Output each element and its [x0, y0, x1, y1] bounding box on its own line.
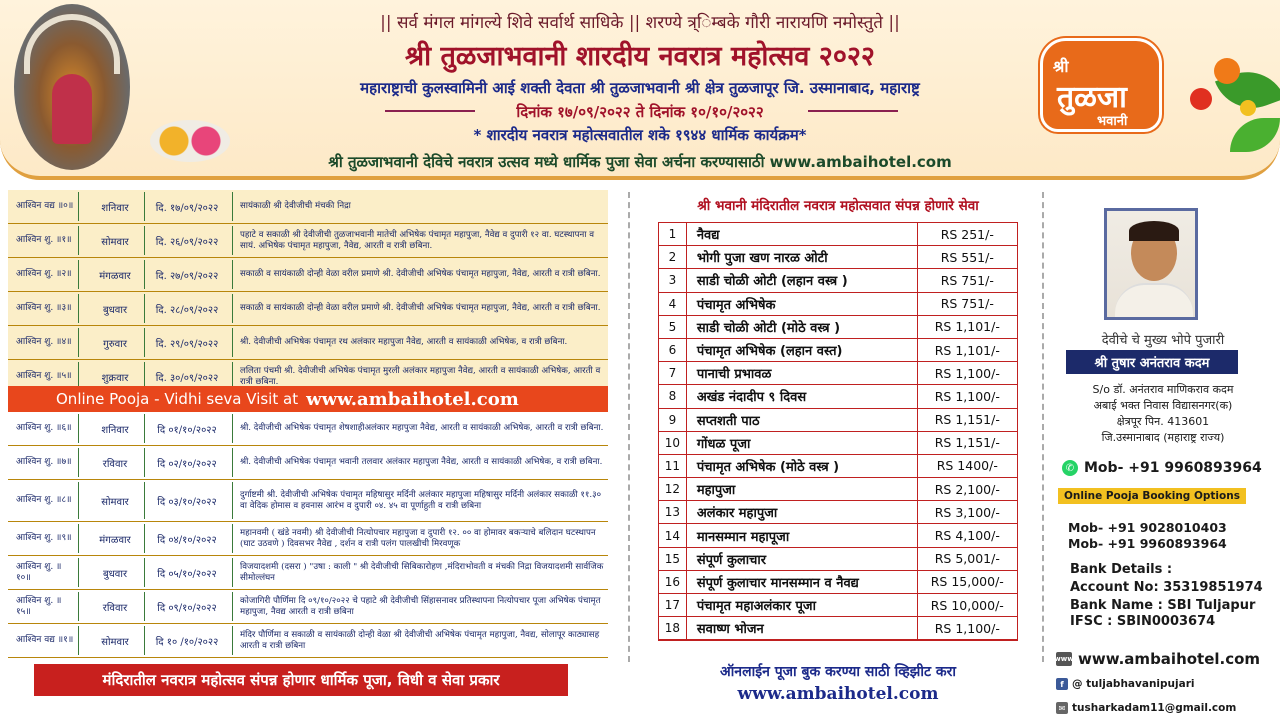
- header-program-note: * शारदीय नवरात्र महोत्सवातील शके १९४४ धार्मिक कार्यक्रम*: [473, 126, 807, 144]
- schedule-date: दि ०३/१०/२०२२: [157, 496, 217, 508]
- header-banner: [0, 0, 1280, 180]
- online-band-url[interactable]: www.ambaihotel.com: [306, 388, 519, 410]
- seva-name: पंचामृत अभिषेक (मोठे वस्त्र ): [687, 455, 918, 477]
- schedule-row: [8, 446, 608, 480]
- schedule-row: [8, 590, 608, 624]
- online-band-prefix: Online Pooja - Vidhi seva Visit at: [56, 390, 299, 408]
- schedule-row: [8, 556, 608, 590]
- seva-price: RS 1400/-: [936, 458, 998, 474]
- schedule-description: दुर्गाष्टमी श्री. देवीजीची अभिषेक पंचामृत महिषासुर मर्दिनी अलंकार महापुजा महिषासुर मर्दिनी अलंकार सकाळी ११.३० वा वेदिक होमास व हवनास आरंभ व दुपारी ०४. ४५ वा पूर्णाहुती व रात्री छबिना: [240, 490, 602, 511]
- schedule-tithi: आश्विन शु. ॥४॥: [16, 337, 72, 347]
- seva-number: 7: [659, 362, 687, 384]
- book-online-url[interactable]: www.ambaihotel.com: [737, 684, 939, 704]
- seva-price: RS 1,151/-: [934, 412, 1000, 428]
- seva-name: अखंड नंदादीप ९ दिवस: [687, 385, 918, 407]
- seva-number: 9: [659, 409, 687, 431]
- logo-text-shri: श्री: [1053, 57, 1069, 76]
- schedule-day: रविवार: [102, 602, 128, 614]
- seva-number: 14: [659, 524, 687, 546]
- seva-name: संपूर्ण कुलाचार: [687, 548, 918, 570]
- bank-details-title: Bank Details :: [1070, 562, 1173, 577]
- schedule-day: मंगळवार: [99, 534, 131, 546]
- whatsapp-contact[interactable]: [1062, 460, 1262, 476]
- seva-row: [659, 316, 1017, 339]
- seva-row: [659, 385, 1017, 408]
- schedule-day: शनिवार: [101, 424, 129, 436]
- schedule-day: बुधवार: [102, 568, 128, 580]
- schedule-tithi: आश्विन शु. ॥१॥: [16, 235, 72, 245]
- schedule-tithi: आश्विन शु. ॥१५॥: [16, 595, 62, 617]
- website-link[interactable]: [1056, 650, 1260, 668]
- seva-number: 5: [659, 316, 687, 338]
- seva-name: पंचामृत महाअलंकार पूजा: [687, 594, 918, 616]
- divider-right: [1042, 192, 1044, 662]
- schedule-tithi: आश्विन शु. ॥१०॥: [16, 561, 62, 583]
- seva-number: 12: [659, 478, 687, 500]
- book-online-text: ऑनलाईन पूजा बुक करण्या साठी व्हिझीट करा: [719, 664, 956, 680]
- seva-price: RS 1,101/-: [934, 319, 1000, 335]
- seva-row: [659, 432, 1017, 455]
- seva-name: अलंकार महापुजा: [687, 501, 918, 523]
- seva-price: RS 1,151/-: [934, 435, 1000, 451]
- seva-price: RS 751/-: [940, 272, 994, 288]
- seva-row: [659, 617, 1017, 640]
- seva-price: RS 5,001/-: [934, 551, 1000, 567]
- schedule-row: [8, 258, 608, 292]
- priest-role: देवीचे चे मुख्य भोपे पुजारी: [1101, 333, 1225, 348]
- schedule-description: सकाळी व सायंकाळी दोन्ही वेळा वरील प्रमाणे श्री. देवीजीची अभिषेक पंचामृत महापुजा, नैवेद्य, आरती व रात्री छबिना.: [240, 269, 601, 280]
- seva-number: 6: [659, 339, 687, 361]
- schedule-description: सायंकाळी श्री देवीजीची मंचकी निद्रा: [240, 201, 351, 212]
- seva-row: [659, 269, 1017, 292]
- schedule-tithi: आश्विन शु. ॥२॥: [16, 269, 72, 279]
- header-mantra: || सर्व मंगल मांगल्ये शिवे सर्वार्थ साधिके || शरण्ये त्र्िम्बके गौरी नारायणि नमोस्तुते ||: [380, 13, 900, 33]
- schedule-description: श्री. देवीजीची अभिषेक पंचामृत भवानी तलवार अलंकार महापुजा नैवेद्य, आरती व सायंकाळी अभिषेक, व रात्री छबिना.: [240, 457, 603, 468]
- header-website-line[interactable]: श्री तुळजाभवानी देविचे नवरात्र उत्सव मध्ये धार्मिक पुजा सेवा अर्चना करण्यासाठी www.ambaihotel.com: [328, 153, 952, 171]
- schedule-date: दि ०४/१०/२०२२: [157, 534, 217, 546]
- seva-price: RS 551/-: [940, 249, 994, 265]
- tuljabhavani-logo: [1040, 38, 1162, 132]
- schedule-description: श्री. देवीजीची अभिषेक पंचामृत रथ अलंकार महापुजा नैवेद्य, आरती व सायंकाळी अभिषेक, व रात्री छबिना.: [240, 337, 568, 348]
- schedule-date: दि. २७/०९/२०२२: [155, 270, 219, 282]
- priest-address-2: अबाई भक्त निवास विद्यासनगर(क): [1093, 399, 1233, 412]
- schedule-date: दि १० /१०/२०२२: [155, 636, 219, 648]
- seva-number: 16: [659, 571, 687, 593]
- schedule-day: शुक्रवार: [101, 372, 129, 384]
- schedule-tithi: आश्विन शु. ॥७॥: [16, 457, 72, 467]
- seva-name: नैवद्य: [687, 223, 918, 245]
- schedule-day: रविवार: [102, 458, 128, 470]
- schedule-day: गुरुवार: [103, 338, 127, 350]
- seva-number: 8: [659, 385, 687, 407]
- seva-row: [659, 501, 1017, 524]
- whatsapp-number: Mob- +91 9960893964: [1084, 460, 1262, 476]
- seva-number: 17: [659, 594, 687, 616]
- seva-row: [659, 409, 1017, 432]
- email-link[interactable]: [1056, 702, 1236, 714]
- seva-row: [659, 594, 1017, 617]
- bank-account: Account No: 35319851974: [1070, 580, 1263, 595]
- seva-price: RS 10,000/-: [930, 597, 1004, 613]
- online-pooja-band[interactable]: [8, 386, 608, 412]
- seva-price: RS 4,100/-: [934, 528, 1000, 544]
- schedule-description: कोजागिरी पौर्णिमा दि ०९/१०/२०२२ चे पहाटे श्री देवीजीची सिंहासनावर प्रतिस्थापना नित्योपचार पूजा अभिषेक पंचामृत महापुजा, नैवद्य आरती व रात्री छबिना: [240, 596, 601, 617]
- seva-number: 18: [659, 617, 687, 639]
- header-subtitle: महाराष्ट्राची कुलस्वामिनी आई शक्ती देवता श्री तुळजाभवानी श्री क्षेत्र तुळजापूर जि. उस्मानाबाद, महाराष्ट्र: [360, 79, 920, 97]
- schedule-day: शनिवार: [101, 202, 129, 214]
- whatsapp-icon: ✆: [1062, 460, 1078, 476]
- priest-photo: [1104, 208, 1198, 320]
- seva-name: संपूर्ण कुलाचार मानसम्मान व नैवद्य: [687, 571, 918, 593]
- header-dates: दिनांक १७/०९/२०२२ ते दिनांक १०/१०/२०२२: [516, 103, 764, 121]
- seva-row: [659, 362, 1017, 385]
- seva-number: 4: [659, 293, 687, 315]
- seva-row: [659, 293, 1017, 316]
- email-address: tusharkadam11@gmail.com: [1072, 702, 1237, 714]
- schedule-row: [8, 624, 608, 658]
- seva-price: RS 1,100/-: [934, 620, 1000, 636]
- schedule-tithi: आश्विन शु. ॥९॥: [16, 533, 72, 543]
- schedule-date: दि. २८/०९/२०२२: [155, 304, 219, 316]
- flourish-right: [808, 110, 898, 112]
- seva-number: 2: [659, 246, 687, 268]
- schedule-row: [8, 292, 608, 326]
- schedule-date: दि ०१/१०/२०२२: [157, 424, 217, 436]
- seva-row: [659, 455, 1017, 478]
- schedule-description: पहाटे व सकाळी श्री देवीजीची तुळजाभवानी मातेची अभिषेक पंचामृत महापुजा, नैवेद्य व दुपारी १२ वा. घटस्थापना व सायं. अभिषेक पंचामृत महापुजा, नैवेद्य, आरती व रात्री छबिना.: [240, 230, 594, 251]
- online-booking-options-button[interactable]: Online Pooja Booking Options: [1058, 488, 1246, 504]
- schedule-tithi: आश्विन वद्य ॥१॥: [16, 635, 74, 645]
- priest-address-1: S/o डॉ. अनंतराव माणिकराव कदम: [1092, 383, 1234, 396]
- schedule-tithi: आश्विन वद्य ॥०॥: [16, 201, 74, 211]
- seva-row: [659, 548, 1017, 571]
- email-icon: ✉: [1056, 702, 1068, 714]
- schedule-day: बुधवार: [102, 304, 128, 316]
- schedule-day: मंगळवार: [99, 270, 131, 282]
- seva-name: साडी चोळी ओटी (लहान वस्त्र ): [687, 269, 918, 291]
- schedule-table: [8, 190, 608, 655]
- seva-price: RS 1,101/-: [934, 342, 1000, 358]
- schedule-tithi: आश्विन शु. ॥५॥: [16, 371, 72, 381]
- logo-text-bhavani: भवानी: [1097, 114, 1128, 129]
- seva-price: RS 251/-: [940, 226, 994, 242]
- divider-left: [628, 192, 630, 662]
- schedule-description: ललिता पंचमी श्री. देवीजीची अभिषेक पंचामृत मुरली अलंकार महापुजा नैवेद्य, आरती व सायंकाळी अभिषेक, आरती व रात्री छबिना.: [240, 366, 601, 387]
- schedule-date: दि. १७/०९/२०२२: [155, 202, 219, 214]
- seva-row: [659, 339, 1017, 362]
- schedule-date: दि. २९/०९/२०२२: [155, 338, 219, 350]
- schedule-description: विजयादशमी (दसरा ) "उषा : काली " श्री देवीजीची सिबिकारोहण ,मंदिराभोवती व मंचकी निद्रा विजयादशमी सार्वजिक सीमोल्लंघन: [240, 562, 604, 583]
- seva-number: 15: [659, 548, 687, 570]
- schedule-day: सोमवार: [101, 236, 129, 248]
- seva-title: श्री भवानी मंदिरातील नवरात्र महोत्सवात संपन्न होणारे सेवा: [697, 198, 979, 214]
- schedule-date: दि ०९/१०/२०२२: [157, 602, 217, 614]
- seva-name: भोगी पुजा खण नारळ ओटी: [687, 246, 918, 268]
- seva-name: पानाची प्रभावळ: [687, 362, 918, 384]
- seva-name: मानसम्मान महापूजा: [687, 524, 918, 546]
- seva-number: 13: [659, 501, 687, 523]
- seva-name: पंचामृत अभिषेक (लहान वस्त): [687, 339, 918, 361]
- mobile-2[interactable]: Mob- +91 9960893964: [1068, 536, 1227, 551]
- seva-row: [659, 223, 1017, 246]
- schedule-date: दि ०५/१०/२०२२: [157, 568, 217, 580]
- seva-types-banner: मंदिरातील नवरात्र महोत्सव संपन्न होणार धार्मिक पूजा, विधी व सेवा प्रकार: [34, 664, 568, 696]
- seva-row: [659, 246, 1017, 269]
- schedule-tithi: आश्विन शु. ॥६॥: [16, 423, 72, 433]
- seva-name: सप्तशती पाठ: [687, 409, 918, 431]
- seva-price: RS 751/-: [940, 296, 994, 312]
- seva-row: [659, 478, 1017, 501]
- schedule-row: [8, 224, 608, 258]
- schedule-date: दि. ३०/०९/२०२२: [155, 372, 219, 384]
- seva-number: 1: [659, 223, 687, 245]
- flowers-decoration: [1180, 40, 1280, 160]
- priest-address-4: जि.उस्मानाबाद (महाराष्ट्र राज्य): [1101, 431, 1225, 444]
- seva-name: महापुजा: [687, 478, 918, 500]
- web-icon: www: [1056, 652, 1072, 666]
- seva-price: RS 2,100/-: [934, 481, 1000, 497]
- schedule-row: [8, 190, 608, 224]
- logo-text-tulja: तुळजा: [1057, 80, 1127, 115]
- seva-name: साडी चोळी ओटी (मोठे वस्त्र ): [687, 316, 918, 338]
- priest-address-3: क्षेत्रपूर पिन. 413601: [1116, 415, 1210, 428]
- seva-number: 11: [659, 455, 687, 477]
- facebook-icon: f: [1056, 678, 1068, 690]
- bank-ifsc: IFSC : SBIN0003674: [1070, 614, 1216, 629]
- schedule-description: श्री. देवीजीची अभिषेक पंचामृत शेषशाहीअलंकार महापुजा नैवेद्य, आरती व सायंकाळी अभिषेक, आरती व रात्री छबिना.: [240, 423, 604, 434]
- bank-name: Bank Name : SBI Tuljapur: [1070, 598, 1256, 613]
- seva-name: सवाष्ण भोजन: [687, 617, 918, 639]
- schedule-description: मंदिर पौर्णिमा व सकाळी व सायंकाळी दोन्ही वेळा श्री देवीजीची अभिषेक पंचामृत महापुजा, नैवद्य, सोलापूर काठ्यासह आरती व रात्री छबिना: [240, 630, 600, 651]
- seva-number: 3: [659, 269, 687, 291]
- seva-price: RS 3,100/-: [934, 504, 1000, 520]
- schedule-day: सोमवार: [101, 496, 129, 508]
- facebook-link[interactable]: [1056, 678, 1194, 690]
- seva-price: RS 1,100/-: [934, 365, 1000, 381]
- schedule-date: दि ०२/१०/२०२२: [157, 458, 217, 470]
- seva-name: पंचामृत अभिषेक: [687, 293, 918, 315]
- seva-price: RS 15,000/-: [930, 574, 1004, 590]
- facebook-handle: @ tuljabhavanipujari: [1072, 678, 1195, 690]
- website-text: www.ambaihotel.com: [1078, 650, 1261, 668]
- schedule-date: दि. २६/०९/२०२२: [155, 236, 219, 248]
- seva-row: [659, 571, 1017, 594]
- seva-price: RS 1,100/-: [934, 388, 1000, 404]
- schedule-row: [8, 480, 608, 522]
- schedule-row: [8, 326, 608, 360]
- seva-number: 10: [659, 432, 687, 454]
- seva-name: गोंधळ पूजा: [687, 432, 918, 454]
- schedule-row: [8, 412, 608, 446]
- schedule-description: महानवमी ( खंडे नवमी) श्री देवीजीची नित्योपचार महापुजा व दुपारी १२. ०० वा होमावर बकऱ्याचे बलिदान घटस्थापन (घाट उठवणे ) दिवसभर नैवेद्य , दर्शन व रात्री पलंग पालखीची मिरवणूक: [240, 528, 596, 549]
- seva-row: [659, 524, 1017, 547]
- schedule-day: सोमवार: [101, 636, 129, 648]
- seva-price-table: [658, 222, 1018, 641]
- priest-name: श्री तुषार अनंतराव कदम: [1066, 350, 1238, 374]
- schedule-tithi: आश्विन शु. ॥३॥: [16, 303, 72, 313]
- schedule-description: सकाळी व सायंकाळी दोन्ही वेळा वरील प्रमाणे श्री. देवीजीची अभिषेक पंचामृत महापुजा, नैवेद्य, आरती व रात्री छबिना.: [240, 303, 601, 314]
- schedule-row: [8, 522, 608, 556]
- mobile-1[interactable]: Mob- +91 9028010403: [1068, 520, 1227, 535]
- schedule-tithi: आश्विन शु. ॥८॥: [16, 495, 72, 505]
- page-title: श्री तुळजाभवानी शारदीय नवरात्र महोत्सव २०२२: [405, 41, 875, 72]
